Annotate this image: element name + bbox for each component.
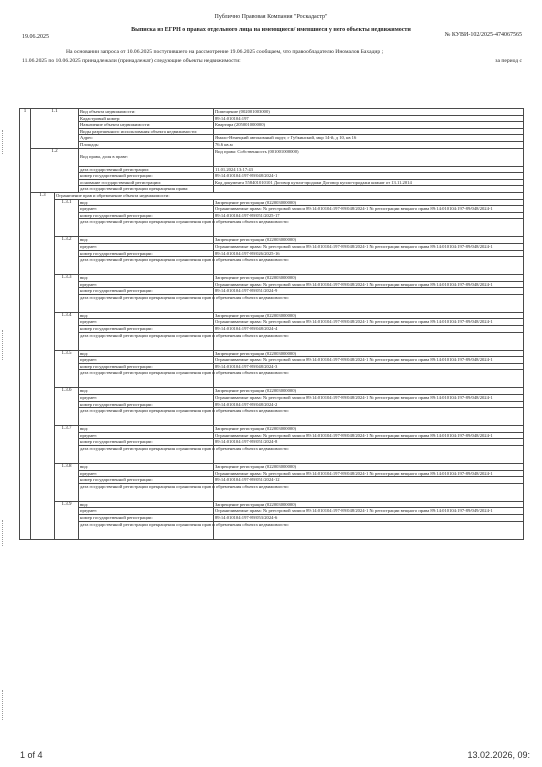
- field-label: дата государственной регистрации прекращения ограничения прав и обременения объекта недвижимости:: [79, 408, 214, 426]
- field-label: вид:: [79, 199, 214, 206]
- field-label: Виды разрешенного использования объекта недвижимости:: [79, 128, 214, 135]
- field-label: Вид права, доля в праве:: [79, 148, 214, 166]
- field-label: вид:: [79, 275, 214, 282]
- field-label: Вид объекта недвижимости:: [79, 109, 214, 116]
- field-label: предмет:: [79, 281, 214, 288]
- restriction-number: 1.3.5: [55, 350, 79, 388]
- field-label: номер государственной регистрации:: [79, 288, 214, 295]
- field-label: предмет:: [79, 432, 214, 439]
- field-label: вид:: [79, 426, 214, 433]
- field-value: 89:14:010104:197-89/053/2024-6: [214, 514, 524, 521]
- field-label: Кадастровый номер:: [79, 115, 214, 122]
- field-label: номер государственной регистрации:: [79, 401, 214, 408]
- field-value: Запрещение регистрации (022003000000): [214, 199, 524, 206]
- field-value: Запрещение регистрации (022003000000): [214, 275, 524, 282]
- field-value: 89:14:010104:197-89/051/2024-9: [214, 288, 524, 295]
- field-value: Ограничиваемые права: № реестровой записи 89:14:010104:197-89/048/2024-1 № регистрации вещного права 89:14:010104:197-89/048/2024-1: [214, 319, 524, 326]
- table-row: [20, 275, 524, 282]
- field-label: предмет:: [79, 395, 214, 402]
- table-row: [20, 370, 524, 388]
- field-value: 76.6 кв.м: [214, 141, 524, 148]
- field-label: вид:: [79, 312, 214, 319]
- field-value: Ямало-Ненецкий автономный округ, г Губкинский, мкр 14-й, д 10, кв 16: [214, 135, 524, 142]
- property-table: [19, 108, 524, 540]
- field-label: дата государственной регистрации прекращения ограничения прав и обременения объекта недвижимости:: [79, 521, 214, 539]
- table-row: [20, 388, 524, 395]
- table-row: [20, 408, 524, 426]
- field-value: Ограничиваемые права: № реестровой записи 89:14:010104:197-89/048/2024-1 № регистрации вещного права 89:14:010104:197-89/048/2024-1: [214, 470, 524, 477]
- table-row: [20, 281, 524, 288]
- field-value: Запрещение регистрации (022003000000): [214, 312, 524, 319]
- field-value: Запрещение регистрации (022003000000): [214, 388, 524, 395]
- field-value: Запрещение регистрации (022003000000): [214, 237, 524, 244]
- field-label: номер государственной регистрации:: [79, 326, 214, 333]
- restriction-number: 1.3.4: [55, 312, 79, 350]
- table-row: [20, 439, 524, 446]
- field-value: 89:14:010104:197-89/048/2024-4: [214, 326, 524, 333]
- field-value: 89:14:010104:197-89/048/2024-1: [214, 173, 524, 180]
- scan-edge-mark: [2, 330, 10, 360]
- table-row: [20, 288, 524, 295]
- restriction-number: 1.3.3: [55, 275, 79, 313]
- document-title: Выписка из ЕГРН о правах отдельного лица на имеющиеся/ имевшиеся у него объекты недвижимости: [131, 27, 411, 33]
- intro-line-2-right: за период с: [495, 58, 522, 64]
- table-row: [20, 312, 524, 319]
- field-value: Запрещение регистрации (022003000000): [214, 426, 524, 433]
- table-row: [20, 115, 524, 122]
- field-label: основание государственной регистрации:: [79, 179, 214, 186]
- field-value: Ограничиваемые права: № реестровой записи 89:14:010104:197-89/048/2024-1 № регистрации вещного права 89:14:010104:197-89/049/2024-1: [214, 508, 524, 515]
- field-label: Ограничение прав и обременение объекта недвижимости:: [55, 192, 524, 199]
- restriction-number: 1.3.6: [55, 388, 79, 426]
- field-label: предмет:: [79, 508, 214, 515]
- field-label: Площадь:: [79, 141, 214, 148]
- field-label: вид:: [79, 501, 214, 508]
- scan-edge-mark: [2, 130, 10, 154]
- table-row: [20, 395, 524, 402]
- section-number-1-1: 1.1: [31, 109, 79, 149]
- field-label: дата государственной регистрации прекращения ограничения прав и обременения объекта недвижимости:: [79, 483, 214, 501]
- table-row: [20, 179, 524, 186]
- section-number-1-2: 1.2: [31, 148, 79, 192]
- field-value: Ограничиваемые права: № реестровой записи 89:14:010104:197-89/048/2024-1 № регистрации вещного права 89:14:010104:197-89/048/2024-1: [214, 206, 524, 213]
- field-value: 89:14:010104:197-89/051/2024-12: [214, 477, 524, 484]
- table-row: [20, 199, 524, 206]
- print-timestamp: 13.02.2026, 09:: [467, 750, 530, 760]
- field-value: 89:14:010104:197-89/048/2024-2: [214, 401, 524, 408]
- document-date: 19.06.2025: [22, 34, 49, 40]
- table-row: [20, 243, 524, 250]
- field-label: номер государственной регистрации:: [79, 439, 214, 446]
- field-label: дата государственной регистрации прекращения ограничения прав и обременения объекта недвижимости:: [79, 219, 214, 237]
- table-row: [20, 212, 524, 219]
- field-label: дата государственной регистрации прекращения ограничения прав и обременения объекта недвижимости:: [79, 332, 214, 350]
- object-number: 1: [20, 109, 31, 540]
- table-row: [20, 128, 524, 135]
- field-value: Ограничиваемые права: № реестровой записи 89:14:010104:197-89/048/2024-1 № регистрации вещного права 89:14:010104:197-89/048/2024-1: [214, 432, 524, 439]
- field-label: предмет:: [79, 357, 214, 364]
- field-value: 89:14:010104:197-89/048/2024-3: [214, 363, 524, 370]
- field-label: предмет:: [79, 206, 214, 213]
- field-value: 11.01.2024 13:17:43: [214, 166, 524, 173]
- restriction-number: 1.3.8: [55, 464, 79, 502]
- field-label: номер государственной регистрации:: [79, 514, 214, 521]
- field-value: Ограничиваемые права: № реестровой записи 89:14:010104:197-89/048/2024-1 № регистрации вещного права 89:14:010104:197-89/048/2024-1: [214, 281, 524, 288]
- table-row: [20, 332, 524, 350]
- table-row: [20, 319, 524, 326]
- field-label: дата государственной регистрации прекращения ограничения прав и обременения объекта недвижимости:: [79, 370, 214, 388]
- table-row: [20, 446, 524, 464]
- field-value: Квартира (205001000000): [214, 122, 524, 129]
- table-row: [20, 477, 524, 484]
- field-value: 89:14:010104:197: [214, 115, 524, 122]
- field-label: Адрес:: [79, 135, 214, 142]
- table-row: [20, 192, 524, 199]
- field-label: предмет:: [79, 243, 214, 250]
- table-row: [20, 501, 524, 508]
- field-value: 89:14:010104:197-89/051/2024-8: [214, 439, 524, 446]
- restriction-number: 1.3.1: [55, 199, 79, 237]
- field-value: Ограничиваемые права: № реестровой записи 89:14:010104:197-89/048/2024-1 № регистрации вещного права 89:14:010104:197-89/048/2024-1: [214, 395, 524, 402]
- table-row: [20, 514, 524, 521]
- table-row: [20, 135, 524, 142]
- restriction-number: 1.3.2: [55, 237, 79, 275]
- field-value: Запрещение регистрации (022003000000): [214, 350, 524, 357]
- field-label: номер государственной регистрации:: [79, 363, 214, 370]
- table-row: [20, 483, 524, 501]
- table-row: [20, 294, 524, 312]
- field-value: 89:14:010104:197-89/051/2025-17: [214, 212, 524, 219]
- field-value: Код документа 558401010101 Договор купли-продажи Договор купли-продажи комнат от 13.11.2014: [214, 179, 524, 186]
- field-label: номер государственной регистрации:: [79, 477, 214, 484]
- table-row: [20, 166, 524, 173]
- field-value: [214, 128, 524, 135]
- field-label: вид:: [79, 388, 214, 395]
- field-label: вид:: [79, 464, 214, 471]
- table-row: [20, 363, 524, 370]
- field-label: номер государственной регистрации:: [79, 212, 214, 219]
- intro-line-2: 11.06.2025 по 10.06.2025 принадлежали (принадлежат) следующие объекты недвижимости:: [22, 58, 241, 64]
- table-row: [20, 350, 524, 357]
- scan-edge-mark: [2, 690, 10, 720]
- table-row: [20, 508, 524, 515]
- table-row: [20, 237, 524, 244]
- field-value: Ограничиваемые права: № реестровой записи 89:14:010104:197-89/048/2024-1 № регистрации вещного права 89:14:010104:197-89/048/2024-1: [214, 243, 524, 250]
- table-row: [20, 257, 524, 275]
- table-row: [20, 148, 524, 166]
- table-row: [20, 173, 524, 180]
- field-label: дата государственной регистрации прекращения ограничения прав и обременения объекта недвижимости:: [79, 294, 214, 312]
- table-row: [20, 401, 524, 408]
- field-label: предмет:: [79, 319, 214, 326]
- table-row: [20, 122, 524, 129]
- page-indicator: 1 of 4: [20, 750, 43, 760]
- field-label: Назначение объекта недвижимости:: [79, 122, 214, 129]
- field-value: Помещение (002001003000): [214, 109, 524, 116]
- field-label: вид:: [79, 237, 214, 244]
- table-row: [20, 219, 524, 237]
- table-row: [20, 426, 524, 433]
- scan-edge-mark: [2, 520, 10, 546]
- table-row: [20, 186, 524, 193]
- table-row: [20, 464, 524, 471]
- table-row: [20, 326, 524, 333]
- table-row: [20, 432, 524, 439]
- intro-line-1: На основании запроса от 10.06.2025 поступившего на рассмотрение 19.06.2025 сообщаем, что правообладателю Иномалов Бахадир ;: [66, 49, 384, 55]
- field-label: номер государственной регистрации:: [79, 250, 214, 257]
- table-row: [20, 109, 524, 116]
- field-value: Вид права: Собственность (001001000000): [214, 148, 524, 166]
- table-row: [20, 141, 524, 148]
- field-value: 89:14:010104:197-89/026/2025-16: [214, 250, 524, 257]
- table-row: [20, 470, 524, 477]
- restriction-number: 1.3.7: [55, 426, 79, 464]
- field-label: дата государственной регистрации прекращения права:: [79, 186, 214, 193]
- table-row: [20, 357, 524, 364]
- table-row: [20, 206, 524, 213]
- table-row: [20, 250, 524, 257]
- field-value: [214, 186, 524, 193]
- table-row: [20, 521, 524, 539]
- property-table-body: [20, 109, 524, 540]
- section-number-1-3: 1.3: [31, 192, 55, 539]
- field-label: дата государственной регистрации:: [79, 166, 214, 173]
- organization-name: Публично Правовая Компания "Роскадастр": [214, 14, 328, 20]
- field-label: номер государственной регистрации:: [79, 173, 214, 180]
- document-number: № КУВИ-102/2025-474067565: [444, 32, 522, 38]
- field-value: Запрещение регистрации (022003000000): [214, 464, 524, 471]
- field-value: Ограничиваемые права: № реестровой записи 89:14:010104:197-89/048/2024-1 № регистрации вещного права 89:14:010104:197-89/048/2024-1: [214, 357, 524, 364]
- field-label: вид:: [79, 350, 214, 357]
- restriction-number: 1.3.9: [55, 501, 79, 539]
- field-label: дата государственной регистрации прекращения ограничения прав и обременения объекта недвижимости:: [79, 257, 214, 275]
- field-label: предмет:: [79, 470, 214, 477]
- field-label: дата государственной регистрации прекращения ограничения прав и обременения объекта недвижимости:: [79, 446, 214, 464]
- field-value: Запрещение регистрации (022003000000): [214, 501, 524, 508]
